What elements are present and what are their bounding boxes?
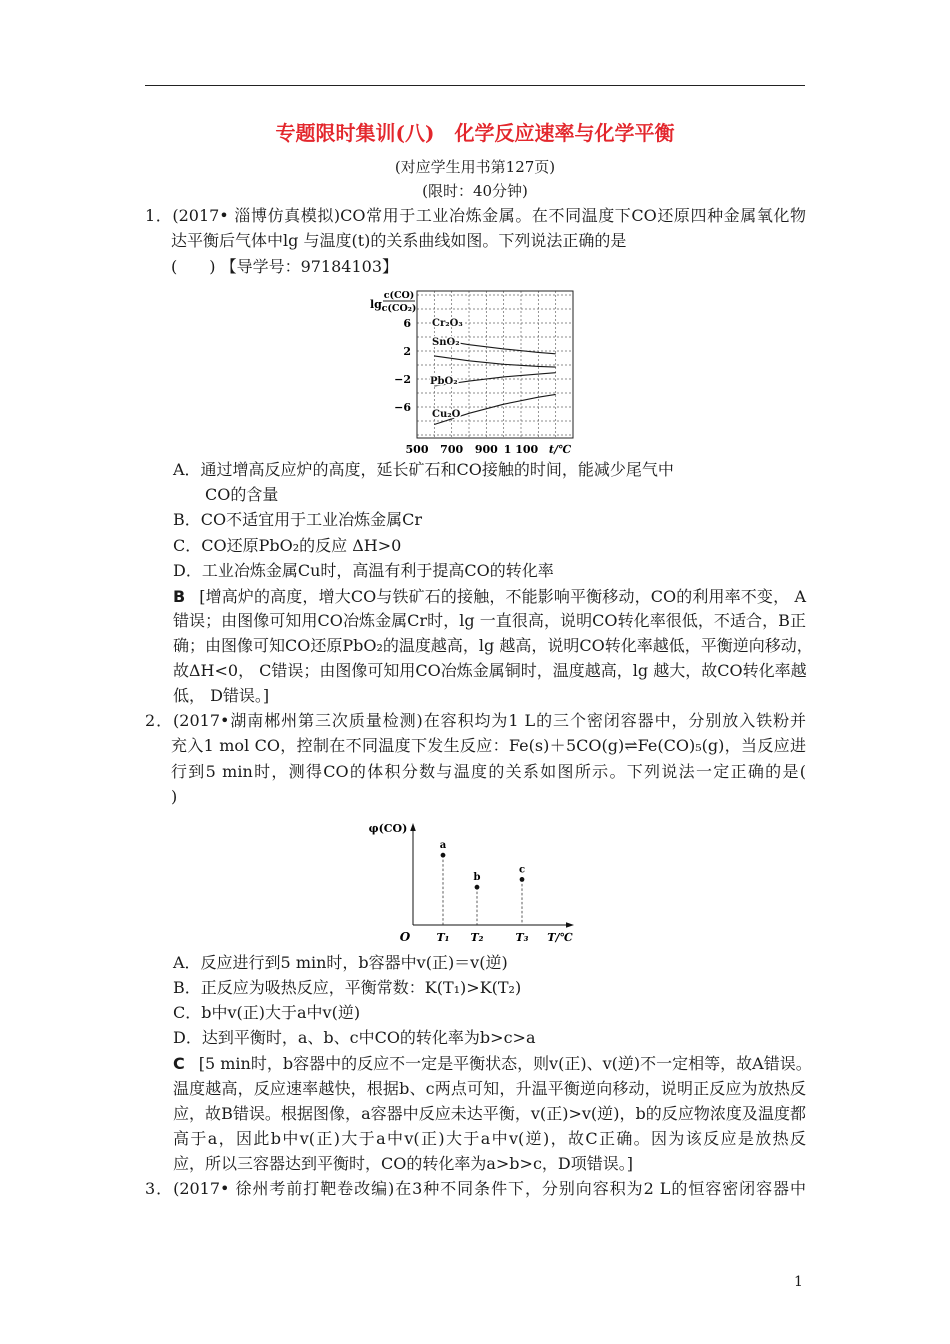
q1-option-c: C．CO还原PbO₂的反应 ΔH>0 [173, 536, 402, 555]
series-label-cu2o: Cu₂O [432, 409, 461, 420]
q1-answer-line-2: 错误；由图像可知用CO冶炼金属Cr时，lg 一直很高，说明CO转化率很低，不适合，B正 [173, 611, 806, 630]
series-label-pbo2: PbO₂ [430, 376, 458, 387]
x-tick-label: 1 100 [503, 443, 539, 456]
q2-answer-letter: C [173, 1054, 185, 1073]
q1-stem-line-1: 1．(2017• 淄博仿真模拟)CO常用于工业冶炼金属。在不同温度下CO还原四种金属氧化物 [145, 206, 806, 225]
q2-answer-line-2: 温度越高，反应速率越快，根据b、c两点可知，升温平衡逆向移动，说明正反应为放热反 [173, 1079, 806, 1098]
co-fraction-chart [365, 815, 580, 950]
q1-option-d: D．工业冶炼金属Cu时，高温有利于提高CO的转化率 [173, 561, 554, 580]
y-axis-label: φ(CO) [368, 822, 408, 835]
q1-option-b: B．CO不适宜用于工业冶炼金属Cr [173, 510, 423, 529]
q1-answer-line-4: 故ΔH<0， C错误；由图像可知用CO冶炼金属铜时，温度越高，lg 越大，故CO转化率越 [173, 661, 807, 680]
q2-option-c: C．b中v(正)大于a中v(逆) [173, 1003, 361, 1022]
y-axis-label-numerator: c(CO) [383, 290, 415, 301]
q1-option-a: A．通过增高反应炉的高度，延长矿石和CO接触的时间，能减少尾气中 [173, 460, 674, 479]
category-label-t2: T₂ [470, 931, 484, 944]
x-tick-label: 900 [474, 443, 498, 456]
q2-answer-line-1 [173, 1054, 812, 1074]
q3-stem-line-1: 3．(2017• 徐州考前打靶卷改编)在3种不同条件下，分别向容积为2 L的恒容密闭容器中 [145, 1179, 806, 1198]
y-tick-label: 2 [403, 345, 411, 358]
page-title: 专题限时集训(八) 化学反应速率与化学平衡 [275, 121, 675, 145]
q1-answer-text: [增高炉的高度，增大CO与铁矿石的接触，不能影响平衡移动，CO的利用率不变， A [199, 587, 806, 606]
q2-answer-line-4: 高于a，因此b中v(正)大于a中v(正)大于a中v(逆)，故C正确。因为该反应是放热反 [173, 1129, 806, 1148]
q1-answer-line-5: 低， D错误。] [173, 686, 270, 705]
series-label-sno2: SnO₂ [432, 337, 460, 348]
x-tick-label: 700 [440, 443, 464, 456]
y-axis-arrow [410, 823, 416, 831]
data-points [440, 840, 525, 925]
q2-option-b: B．正反应为吸热反应，平衡常数：K(T₁)>K(T₂) [173, 978, 522, 997]
y-tick-label: 6 [403, 317, 411, 330]
q2-option-a: A．反应进行到5 min时，b容器中v(正)＝v(逆) [173, 953, 508, 972]
q2-stem-line-4: ) [171, 787, 178, 806]
x-tick-label: 500 [405, 443, 429, 456]
q2-stem-line-1: 2．(2017•湖南郴州第三次质量检测)在容积均为1 L的三个密闭容器中，分别放入铁粉并 [145, 711, 806, 730]
co-reduction-chart [360, 280, 580, 460]
q1-answer-line-3: 确；由图像可知CO还原PbO₂的温度越高，lg 越高，说明CO转化率越低，平衡逆向移动， [173, 636, 813, 655]
y-axis-label-denominator: c(CO₂) [381, 303, 417, 314]
point-label-c: c [518, 864, 526, 876]
header-rule [145, 85, 805, 86]
q2-option-d: D．达到平衡时，a、b、c中CO的转化率为b>c>a [173, 1028, 536, 1047]
data-point-b [475, 885, 480, 890]
category-label-t3: T₃ [515, 931, 529, 944]
x-axis-label: T/℃ [547, 931, 573, 944]
q1-answer-line-1 [173, 587, 806, 607]
series-label-cr2o3: Cr₂O₃ [432, 318, 463, 329]
series-line-2 [434, 356, 555, 367]
data-point-a [441, 853, 446, 858]
origin-label: O [399, 930, 411, 944]
category-label-t1: T₁ [436, 931, 450, 944]
q2-answer-line-5: 应，所以三容器达到平衡时，CO的转化率为a>b>c，D项错误。] [173, 1154, 633, 1173]
x-axis-label: t/℃ [548, 443, 572, 456]
y-axis-label-prefix: lg [370, 298, 382, 311]
q1-option-a-continued: CO的含量 [205, 485, 279, 504]
time-limit: (限时：40分钟) [422, 182, 528, 200]
q1-stem-line-3: ( ) 【导学号：97184103】 [171, 257, 399, 276]
q2-stem-line-3: 行到5 min时，测得CO的体积分数与温度的关系如图所示。下列说法一定正确的是( [171, 762, 806, 781]
q1-answer-letter: B [173, 587, 186, 606]
x-axis-arrow [566, 922, 574, 928]
q2-answer-text: [5 min时，b容器中的反应不一定是平衡状态，则v(正)、v(逆)不一定相等，故A错误。 [198, 1054, 812, 1073]
y-tick-label: −2 [394, 373, 411, 386]
y-tick-label: −6 [394, 401, 411, 414]
page-subtitle: (对应学生用书第127页) [394, 158, 556, 176]
point-label-a: a [439, 840, 447, 852]
point-label-b: b [473, 872, 481, 884]
data-point-c [520, 877, 525, 882]
q2-answer-line-3: 应，故B错误。根据图像，a容器中反应未达平衡，v(正)>v(逆)，b的反应物浓度及温度都 [173, 1104, 806, 1123]
q1-stem-line-2: 达平衡后气体中lg 与温度(t)的关系曲线如图。下列说法正确的是 [171, 231, 627, 250]
page-number: 1 [794, 1274, 803, 1290]
q2-stem-line-2: 充入1 mol CO，控制在不同温度下发生反应：Fe(s)＋5CO(g)⇌Fe(CO)₅(g)，当反应进 [171, 736, 806, 755]
